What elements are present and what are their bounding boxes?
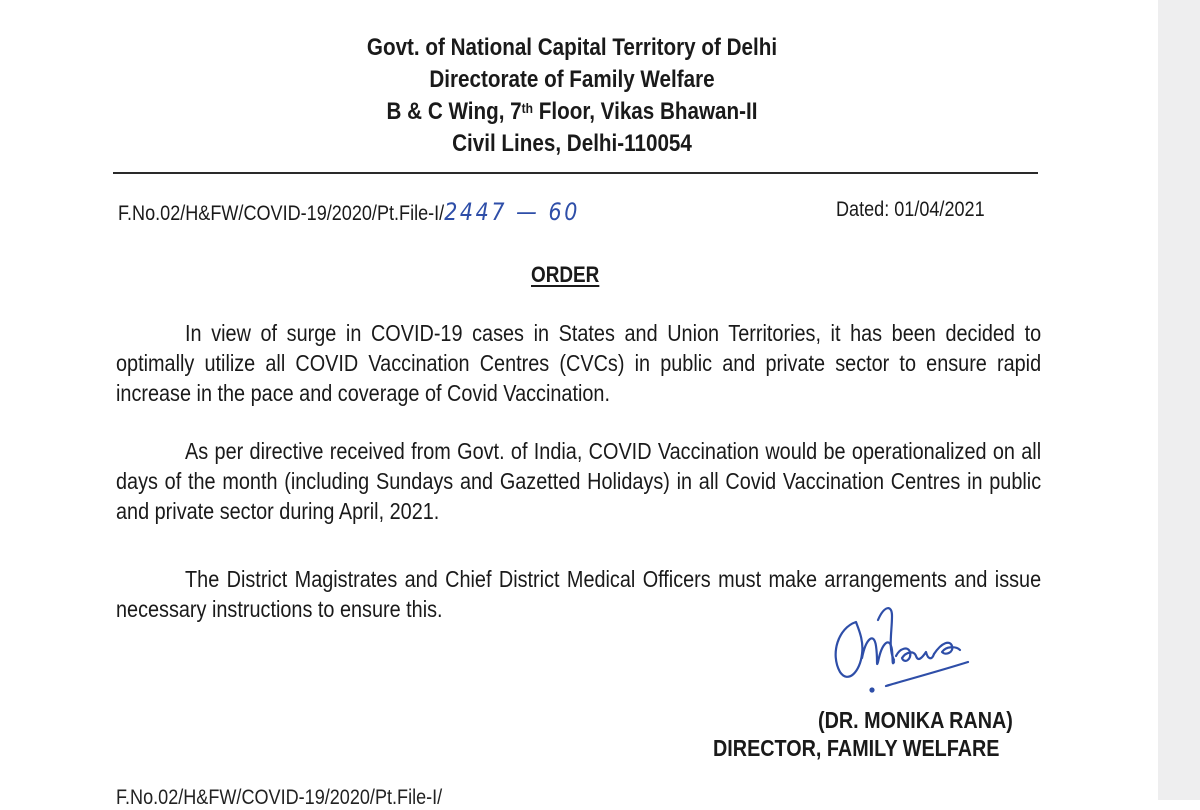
letterhead-line-3: [80, 96, 1064, 128]
letterhead: [80, 32, 1064, 160]
paragraph-text: The District Magistrates and Chief District Medical Officers must make arrangements and issue necessary instructions to ensure this.: [116, 566, 1042, 622]
letterhead-line-2: Directorate of Family Welfare: [429, 66, 715, 93]
order-heading: ORDER: [531, 262, 600, 287]
signatory-name: (DR. MONIKA RANA): [818, 707, 1013, 733]
letterhead-divider: [113, 172, 1038, 174]
file-reference: [118, 198, 580, 226]
signatory-title: DIRECTOR, FAMILY WELFARE: [713, 735, 1000, 761]
handwritten-dispatch-number: 2447 — 60: [444, 198, 580, 226]
side-margin: [1158, 0, 1200, 800]
letterhead-line-1: Govt. of National Capital Territory of Delhi: [366, 34, 778, 61]
paragraph-2: [116, 436, 1041, 526]
paragraph-text: In view of surge in COVID-19 cases in States and Union Territories, it has been decided to optimally utilize all COVID Vaccination Centres (CVCs) in public and private sector to ensure rapid increase in the pace and coverage of Covid Vaccination.: [116, 320, 1042, 406]
paragraph-1: [116, 318, 1041, 408]
file-number: F.No.02/H&FW/COVID-19/2020/Pt.File-I/: [118, 202, 445, 225]
paragraph-text: As per directive received from Govt. of India, COVID Vaccination would be operationalized on all days of the month (including Sundays and Gazetted Holidays) in all Covid Vaccination Centres in public and private sector during April, 2021.: [116, 438, 1042, 524]
handwritten-signature: [826, 602, 976, 698]
letterhead-line-4: Civil Lines, Delhi-110054: [452, 130, 692, 157]
copy-reference-cutoff: F.No.02/H&FW/COVID-19/2020/Pt.File-I/: [116, 786, 443, 809]
order-date: Dated: 01/04/2021: [836, 198, 985, 221]
address-part-2: Floor, Vikas Bhawan-II: [533, 98, 758, 125]
floor-ordinal: th: [521, 100, 534, 116]
address-part-1: B & C Wing, 7: [386, 98, 522, 125]
